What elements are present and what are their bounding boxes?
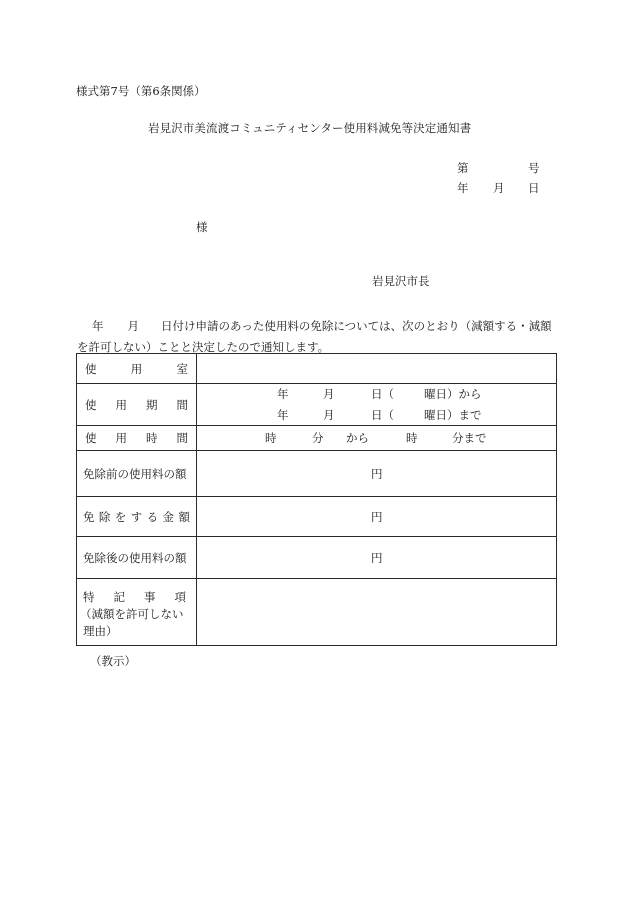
value-fee-after: 円 [371,551,383,565]
value-time: 時 分 から 時 分まで [265,431,487,445]
document-title: 岩見沢市美流渡コミュニティセンター使用料減免等決定通知書 [148,121,472,135]
value-exempt-amount: 円 [371,510,383,524]
value-room [197,354,556,383]
issuer-name: 岩見沢市長 [372,274,430,288]
label-fee-after: 免除後の使用料の額 [77,537,197,578]
row-period [77,384,556,426]
body-month: 月 [127,319,139,333]
row-remarks [77,579,556,645]
row-fee-before [77,451,556,497]
body-year: 年 [92,319,104,333]
body-line-1 [92,318,552,334]
label-room: 使 用 室 [77,354,197,383]
label-fee-before: 免除前の使用料の額 [77,451,197,496]
label-period: 使 用 期 間 [77,384,197,425]
form-number: 様式第7号（第6条関係） [76,84,206,98]
row-time [77,426,556,451]
body-line-2: を許可しない）ことと決定したので通知します。 [77,340,330,354]
row-fee-after [77,537,556,579]
issue-date-month: 月 [493,181,505,195]
decision-table [76,353,557,646]
label-time: 使 用 時 間 [77,426,197,450]
issue-date-day: 日 [528,181,540,195]
label-remarks: 特 記 事 項 （減額を許可しない 理由） [77,579,197,645]
row-room [77,354,556,384]
value-remarks [197,579,556,645]
instruction-note: （教示） [90,654,136,668]
value-period: 年 月 日（ 曜日）から 年 月 日（ 曜日）まで [277,387,482,422]
label-exempt-amount: 免 除 を す る 金 額 [77,497,197,536]
body-text-1: 日付け申請のあった使用料の免除については、次のとおり（減額する・減額 [161,319,552,333]
doc-number-label: 第 [457,161,469,175]
issue-date-year: 年 [457,181,469,195]
row-exempt-amount [77,497,556,537]
value-fee-before: 円 [371,467,383,481]
doc-number-suffix: 号 [528,161,540,175]
addressee-honorific: 様 [196,220,208,234]
